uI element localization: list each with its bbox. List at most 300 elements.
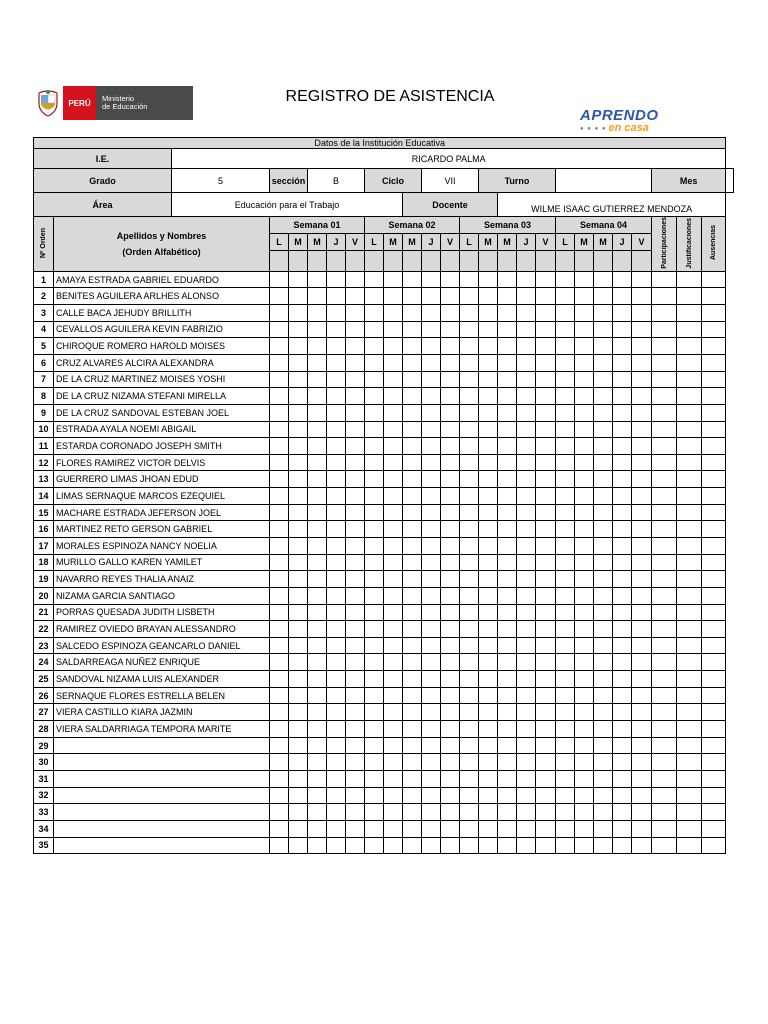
attendance-cell[interactable] xyxy=(270,338,289,355)
attendance-cell[interactable] xyxy=(594,637,613,654)
attendance-cell[interactable] xyxy=(289,587,308,604)
attendance-cell[interactable] xyxy=(365,604,384,621)
attendance-cell[interactable] xyxy=(384,438,403,455)
attendance-cell[interactable] xyxy=(479,538,498,555)
attendance-cell[interactable] xyxy=(460,538,479,555)
attendance-cell[interactable] xyxy=(556,671,575,688)
attendance-cell[interactable] xyxy=(422,471,441,488)
attendance-cell[interactable] xyxy=(613,754,632,771)
summary-cell[interactable] xyxy=(652,305,677,322)
attendance-cell[interactable] xyxy=(632,454,652,471)
attendance-cell[interactable] xyxy=(556,454,575,471)
attendance-cell[interactable] xyxy=(327,787,346,804)
attendance-cell[interactable] xyxy=(384,837,403,854)
attendance-cell[interactable] xyxy=(384,504,403,521)
attendance-cell[interactable] xyxy=(422,721,441,738)
summary-cell[interactable] xyxy=(652,538,677,555)
attendance-cell[interactable] xyxy=(536,621,556,638)
summary-cell[interactable] xyxy=(702,371,726,388)
attendance-cell[interactable] xyxy=(517,504,536,521)
attendance-cell[interactable] xyxy=(498,271,517,288)
attendance-cell[interactable] xyxy=(517,770,536,787)
summary-cell[interactable] xyxy=(652,687,677,704)
attendance-cell[interactable] xyxy=(422,388,441,405)
summary-cell[interactable] xyxy=(652,288,677,305)
attendance-cell[interactable] xyxy=(594,737,613,754)
attendance-cell[interactable] xyxy=(346,271,365,288)
attendance-cell[interactable] xyxy=(536,438,556,455)
attendance-cell[interactable] xyxy=(346,421,365,438)
attendance-cell[interactable] xyxy=(479,754,498,771)
summary-cell[interactable] xyxy=(652,637,677,654)
attendance-cell[interactable] xyxy=(365,371,384,388)
attendance-cell[interactable] xyxy=(289,471,308,488)
attendance-cell[interactable] xyxy=(517,371,536,388)
attendance-cell[interactable] xyxy=(460,587,479,604)
attendance-cell[interactable] xyxy=(403,687,422,704)
attendance-cell[interactable] xyxy=(460,837,479,854)
attendance-cell[interactable] xyxy=(346,754,365,771)
summary-cell[interactable] xyxy=(677,571,702,588)
attendance-cell[interactable] xyxy=(441,371,460,388)
attendance-cell[interactable] xyxy=(441,621,460,638)
attendance-cell[interactable] xyxy=(575,571,594,588)
attendance-cell[interactable] xyxy=(632,654,652,671)
attendance-cell[interactable] xyxy=(384,737,403,754)
attendance-cell[interactable] xyxy=(346,704,365,721)
attendance-cell[interactable] xyxy=(403,471,422,488)
summary-cell[interactable] xyxy=(677,471,702,488)
attendance-cell[interactable] xyxy=(384,471,403,488)
attendance-cell[interactable] xyxy=(575,754,594,771)
attendance-cell[interactable] xyxy=(327,754,346,771)
summary-cell[interactable] xyxy=(652,421,677,438)
summary-cell[interactable] xyxy=(677,404,702,421)
attendance-cell[interactable] xyxy=(536,404,556,421)
attendance-cell[interactable] xyxy=(384,488,403,505)
attendance-cell[interactable] xyxy=(479,787,498,804)
attendance-cell[interactable] xyxy=(346,587,365,604)
attendance-cell[interactable] xyxy=(613,288,632,305)
attendance-cell[interactable] xyxy=(479,621,498,638)
attendance-cell[interactable] xyxy=(460,721,479,738)
attendance-cell[interactable] xyxy=(575,521,594,538)
attendance-cell[interactable] xyxy=(270,521,289,538)
attendance-cell[interactable] xyxy=(594,621,613,638)
attendance-cell[interactable] xyxy=(403,737,422,754)
summary-cell[interactable] xyxy=(652,354,677,371)
attendance-cell[interactable] xyxy=(536,604,556,621)
attendance-cell[interactable] xyxy=(479,504,498,521)
attendance-cell[interactable] xyxy=(594,754,613,771)
attendance-cell[interactable] xyxy=(308,404,327,421)
summary-cell[interactable] xyxy=(652,721,677,738)
attendance-cell[interactable] xyxy=(327,271,346,288)
attendance-cell[interactable] xyxy=(422,787,441,804)
attendance-cell[interactable] xyxy=(422,804,441,821)
summary-cell[interactable] xyxy=(702,288,726,305)
attendance-cell[interactable] xyxy=(517,388,536,405)
summary-cell[interactable] xyxy=(652,471,677,488)
attendance-cell[interactable] xyxy=(575,737,594,754)
attendance-cell[interactable] xyxy=(594,687,613,704)
attendance-cell[interactable] xyxy=(594,338,613,355)
attendance-cell[interactable] xyxy=(575,604,594,621)
attendance-cell[interactable] xyxy=(575,621,594,638)
summary-cell[interactable] xyxy=(652,770,677,787)
attendance-cell[interactable] xyxy=(327,621,346,638)
attendance-cell[interactable] xyxy=(460,421,479,438)
attendance-cell[interactable] xyxy=(594,654,613,671)
attendance-cell[interactable] xyxy=(479,354,498,371)
attendance-cell[interactable] xyxy=(536,338,556,355)
attendance-cell[interactable] xyxy=(289,604,308,621)
attendance-cell[interactable] xyxy=(517,737,536,754)
attendance-cell[interactable] xyxy=(575,804,594,821)
attendance-cell[interactable] xyxy=(422,737,441,754)
attendance-cell[interactable] xyxy=(365,787,384,804)
attendance-cell[interactable] xyxy=(460,438,479,455)
attendance-cell[interactable] xyxy=(289,721,308,738)
summary-cell[interactable] xyxy=(677,737,702,754)
summary-cell[interactable] xyxy=(652,404,677,421)
attendance-cell[interactable] xyxy=(556,654,575,671)
summary-cell[interactable] xyxy=(702,438,726,455)
attendance-cell[interactable] xyxy=(613,438,632,455)
attendance-cell[interactable] xyxy=(536,454,556,471)
attendance-cell[interactable] xyxy=(613,787,632,804)
attendance-cell[interactable] xyxy=(422,404,441,421)
attendance-cell[interactable] xyxy=(270,421,289,438)
attendance-cell[interactable] xyxy=(498,454,517,471)
attendance-cell[interactable] xyxy=(556,571,575,588)
attendance-cell[interactable] xyxy=(575,421,594,438)
attendance-cell[interactable] xyxy=(289,687,308,704)
attendance-cell[interactable] xyxy=(346,538,365,555)
attendance-cell[interactable] xyxy=(632,388,652,405)
summary-cell[interactable] xyxy=(702,704,726,721)
summary-cell[interactable] xyxy=(677,371,702,388)
summary-cell[interactable] xyxy=(652,604,677,621)
attendance-cell[interactable] xyxy=(632,721,652,738)
attendance-cell[interactable] xyxy=(460,371,479,388)
attendance-cell[interactable] xyxy=(536,770,556,787)
attendance-cell[interactable] xyxy=(575,671,594,688)
attendance-cell[interactable] xyxy=(632,488,652,505)
attendance-cell[interactable] xyxy=(460,621,479,638)
attendance-cell[interactable] xyxy=(289,488,308,505)
attendance-cell[interactable] xyxy=(632,438,652,455)
summary-cell[interactable] xyxy=(702,354,726,371)
attendance-cell[interactable] xyxy=(365,471,384,488)
attendance-cell[interactable] xyxy=(327,587,346,604)
attendance-cell[interactable] xyxy=(327,721,346,738)
attendance-cell[interactable] xyxy=(517,787,536,804)
attendance-cell[interactable] xyxy=(403,571,422,588)
summary-cell[interactable] xyxy=(677,554,702,571)
attendance-cell[interactable] xyxy=(498,521,517,538)
summary-cell[interactable] xyxy=(702,388,726,405)
attendance-cell[interactable] xyxy=(517,404,536,421)
attendance-cell[interactable] xyxy=(632,804,652,821)
summary-cell[interactable] xyxy=(677,721,702,738)
summary-cell[interactable] xyxy=(677,837,702,854)
attendance-cell[interactable] xyxy=(575,471,594,488)
attendance-cell[interactable] xyxy=(556,804,575,821)
attendance-cell[interactable] xyxy=(517,538,536,555)
attendance-cell[interactable] xyxy=(365,504,384,521)
summary-cell[interactable] xyxy=(702,271,726,288)
summary-cell[interactable] xyxy=(677,305,702,322)
attendance-cell[interactable] xyxy=(556,787,575,804)
attendance-cell[interactable] xyxy=(270,354,289,371)
attendance-cell[interactable] xyxy=(613,488,632,505)
attendance-cell[interactable] xyxy=(613,538,632,555)
attendance-cell[interactable] xyxy=(289,538,308,555)
attendance-cell[interactable] xyxy=(632,305,652,322)
attendance-cell[interactable] xyxy=(270,321,289,338)
attendance-cell[interactable] xyxy=(289,621,308,638)
attendance-cell[interactable] xyxy=(556,687,575,704)
attendance-cell[interactable] xyxy=(613,654,632,671)
attendance-cell[interactable] xyxy=(479,321,498,338)
attendance-cell[interactable] xyxy=(632,571,652,588)
attendance-cell[interactable] xyxy=(289,371,308,388)
summary-cell[interactable] xyxy=(702,338,726,355)
attendance-cell[interactable] xyxy=(270,587,289,604)
attendance-cell[interactable] xyxy=(308,637,327,654)
attendance-cell[interactable] xyxy=(441,804,460,821)
attendance-cell[interactable] xyxy=(327,321,346,338)
attendance-cell[interactable] xyxy=(556,404,575,421)
summary-cell[interactable] xyxy=(702,770,726,787)
attendance-cell[interactable] xyxy=(594,421,613,438)
attendance-cell[interactable] xyxy=(498,637,517,654)
attendance-cell[interactable] xyxy=(575,488,594,505)
attendance-cell[interactable] xyxy=(479,721,498,738)
attendance-cell[interactable] xyxy=(270,388,289,405)
attendance-cell[interactable] xyxy=(632,288,652,305)
attendance-cell[interactable] xyxy=(327,305,346,322)
attendance-cell[interactable] xyxy=(403,438,422,455)
attendance-cell[interactable] xyxy=(517,604,536,621)
attendance-cell[interactable] xyxy=(594,721,613,738)
attendance-cell[interactable] xyxy=(384,621,403,638)
attendance-cell[interactable] xyxy=(384,404,403,421)
attendance-cell[interactable] xyxy=(308,621,327,638)
summary-cell[interactable] xyxy=(677,604,702,621)
attendance-cell[interactable] xyxy=(422,554,441,571)
attendance-cell[interactable] xyxy=(556,271,575,288)
attendance-cell[interactable] xyxy=(327,654,346,671)
attendance-cell[interactable] xyxy=(613,837,632,854)
attendance-cell[interactable] xyxy=(441,754,460,771)
attendance-cell[interactable] xyxy=(556,554,575,571)
attendance-cell[interactable] xyxy=(575,305,594,322)
summary-cell[interactable] xyxy=(702,421,726,438)
attendance-cell[interactable] xyxy=(498,471,517,488)
attendance-cell[interactable] xyxy=(479,837,498,854)
attendance-cell[interactable] xyxy=(613,770,632,787)
summary-cell[interactable] xyxy=(677,637,702,654)
attendance-cell[interactable] xyxy=(594,837,613,854)
attendance-cell[interactable] xyxy=(384,704,403,721)
attendance-cell[interactable] xyxy=(270,454,289,471)
attendance-cell[interactable] xyxy=(403,554,422,571)
attendance-cell[interactable] xyxy=(441,571,460,588)
attendance-cell[interactable] xyxy=(536,571,556,588)
summary-cell[interactable] xyxy=(652,454,677,471)
attendance-cell[interactable] xyxy=(346,321,365,338)
attendance-cell[interactable] xyxy=(632,587,652,604)
attendance-cell[interactable] xyxy=(594,587,613,604)
attendance-cell[interactable] xyxy=(327,354,346,371)
attendance-cell[interactable] xyxy=(460,671,479,688)
attendance-cell[interactable] xyxy=(536,504,556,521)
attendance-cell[interactable] xyxy=(479,687,498,704)
attendance-cell[interactable] xyxy=(575,454,594,471)
attendance-cell[interactable] xyxy=(536,637,556,654)
attendance-cell[interactable] xyxy=(308,321,327,338)
attendance-cell[interactable] xyxy=(536,271,556,288)
attendance-cell[interactable] xyxy=(536,538,556,555)
attendance-cell[interactable] xyxy=(403,538,422,555)
attendance-cell[interactable] xyxy=(289,671,308,688)
attendance-cell[interactable] xyxy=(346,787,365,804)
attendance-cell[interactable] xyxy=(441,654,460,671)
attendance-cell[interactable] xyxy=(365,571,384,588)
attendance-cell[interactable] xyxy=(441,737,460,754)
attendance-cell[interactable] xyxy=(498,421,517,438)
attendance-cell[interactable] xyxy=(270,271,289,288)
attendance-cell[interactable] xyxy=(289,271,308,288)
summary-cell[interactable] xyxy=(702,820,726,837)
attendance-cell[interactable] xyxy=(517,521,536,538)
attendance-cell[interactable] xyxy=(556,288,575,305)
attendance-cell[interactable] xyxy=(308,754,327,771)
summary-cell[interactable] xyxy=(677,521,702,538)
attendance-cell[interactable] xyxy=(613,820,632,837)
attendance-cell[interactable] xyxy=(556,321,575,338)
attendance-cell[interactable] xyxy=(632,371,652,388)
attendance-cell[interactable] xyxy=(403,338,422,355)
attendance-cell[interactable] xyxy=(517,704,536,721)
attendance-cell[interactable] xyxy=(498,621,517,638)
attendance-cell[interactable] xyxy=(384,787,403,804)
attendance-cell[interactable] xyxy=(498,770,517,787)
attendance-cell[interactable] xyxy=(327,704,346,721)
attendance-cell[interactable] xyxy=(384,421,403,438)
attendance-cell[interactable] xyxy=(327,837,346,854)
attendance-cell[interactable] xyxy=(479,770,498,787)
attendance-cell[interactable] xyxy=(460,471,479,488)
attendance-cell[interactable] xyxy=(422,421,441,438)
attendance-cell[interactable] xyxy=(403,305,422,322)
attendance-cell[interactable] xyxy=(517,471,536,488)
attendance-cell[interactable] xyxy=(536,687,556,704)
attendance-cell[interactable] xyxy=(308,671,327,688)
attendance-cell[interactable] xyxy=(403,671,422,688)
attendance-cell[interactable] xyxy=(422,837,441,854)
attendance-cell[interactable] xyxy=(613,621,632,638)
attendance-cell[interactable] xyxy=(498,305,517,322)
attendance-cell[interactable] xyxy=(308,654,327,671)
attendance-cell[interactable] xyxy=(479,488,498,505)
attendance-cell[interactable] xyxy=(422,637,441,654)
attendance-cell[interactable] xyxy=(270,671,289,688)
attendance-cell[interactable] xyxy=(632,604,652,621)
attendance-cell[interactable] xyxy=(403,271,422,288)
attendance-cell[interactable] xyxy=(384,388,403,405)
attendance-cell[interactable] xyxy=(422,504,441,521)
summary-cell[interactable] xyxy=(677,288,702,305)
attendance-cell[interactable] xyxy=(632,671,652,688)
attendance-cell[interactable] xyxy=(346,354,365,371)
attendance-cell[interactable] xyxy=(270,770,289,787)
attendance-cell[interactable] xyxy=(422,438,441,455)
summary-cell[interactable] xyxy=(652,338,677,355)
attendance-cell[interactable] xyxy=(327,637,346,654)
summary-cell[interactable] xyxy=(652,671,677,688)
attendance-cell[interactable] xyxy=(441,554,460,571)
attendance-cell[interactable] xyxy=(613,671,632,688)
attendance-cell[interactable] xyxy=(460,321,479,338)
attendance-cell[interactable] xyxy=(384,521,403,538)
summary-cell[interactable] xyxy=(677,671,702,688)
summary-cell[interactable] xyxy=(702,671,726,688)
attendance-cell[interactable] xyxy=(441,837,460,854)
attendance-cell[interactable] xyxy=(422,271,441,288)
attendance-cell[interactable] xyxy=(498,587,517,604)
summary-cell[interactable] xyxy=(677,338,702,355)
attendance-cell[interactable] xyxy=(365,687,384,704)
summary-cell[interactable] xyxy=(702,604,726,621)
attendance-cell[interactable] xyxy=(308,687,327,704)
attendance-cell[interactable] xyxy=(441,421,460,438)
attendance-cell[interactable] xyxy=(327,737,346,754)
attendance-cell[interactable] xyxy=(632,338,652,355)
attendance-cell[interactable] xyxy=(384,288,403,305)
attendance-cell[interactable] xyxy=(441,587,460,604)
attendance-cell[interactable] xyxy=(270,721,289,738)
attendance-cell[interactable] xyxy=(613,721,632,738)
attendance-cell[interactable] xyxy=(365,521,384,538)
summary-cell[interactable] xyxy=(702,754,726,771)
attendance-cell[interactable] xyxy=(270,538,289,555)
attendance-cell[interactable] xyxy=(556,504,575,521)
attendance-cell[interactable] xyxy=(479,338,498,355)
attendance-cell[interactable] xyxy=(308,787,327,804)
attendance-cell[interactable] xyxy=(498,404,517,421)
attendance-cell[interactable] xyxy=(384,271,403,288)
attendance-cell[interactable] xyxy=(308,554,327,571)
summary-cell[interactable] xyxy=(702,737,726,754)
attendance-cell[interactable] xyxy=(460,787,479,804)
attendance-cell[interactable] xyxy=(422,820,441,837)
attendance-cell[interactable] xyxy=(613,388,632,405)
attendance-cell[interactable] xyxy=(594,804,613,821)
attendance-cell[interactable] xyxy=(498,388,517,405)
attendance-cell[interactable] xyxy=(384,371,403,388)
attendance-cell[interactable] xyxy=(460,271,479,288)
attendance-cell[interactable] xyxy=(460,571,479,588)
summary-cell[interactable] xyxy=(702,504,726,521)
attendance-cell[interactable] xyxy=(517,637,536,654)
summary-cell[interactable] xyxy=(702,787,726,804)
attendance-cell[interactable] xyxy=(632,704,652,721)
attendance-cell[interactable] xyxy=(594,538,613,555)
summary-cell[interactable] xyxy=(652,754,677,771)
